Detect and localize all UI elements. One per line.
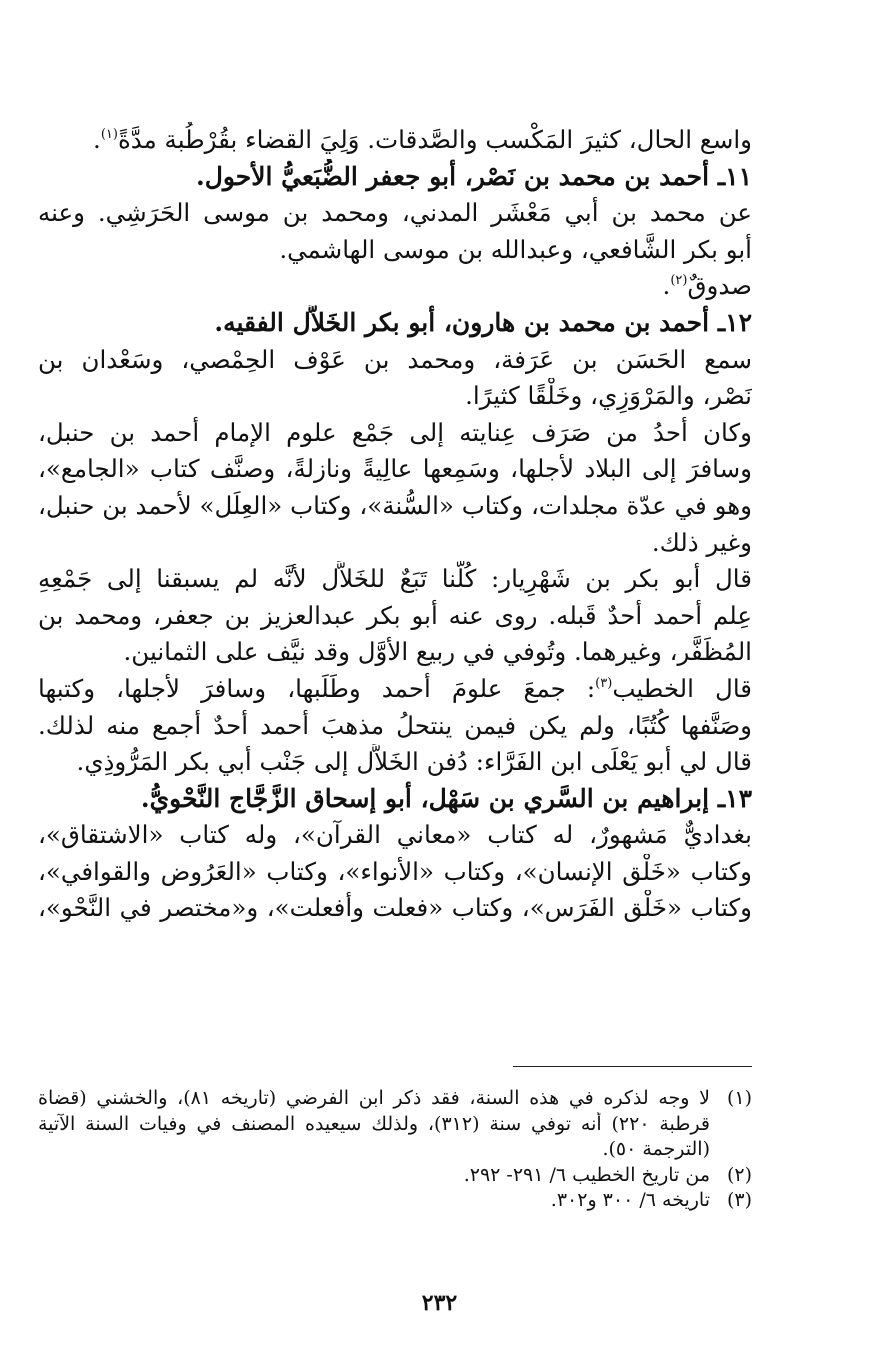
- footnote-mark: (٢): [726, 1163, 752, 1186]
- text-line-content: بغداديٌّ مَشهورٌ، له كتاب «معاني القرآن»، وله كتاب «الاشتقاق»،: [38, 820, 752, 850]
- text-line-continuation: : جمعَ علومَ أحمد وطَلَبها، وسافرَ لأجلها، وكتبها: [38, 673, 596, 703]
- footnote-body: [38, 1086, 710, 1163]
- footnote-line: لا وجه لذكره في هذه السنة، فقد ذكر ابن الفرضي (تاريخه ٨١)، والخشني (قضاة: [38, 1087, 710, 1109]
- footnote-reference[interactable]: (٣): [595, 675, 613, 691]
- text-line: [38, 232, 752, 269]
- text-line: [38, 451, 752, 488]
- footnote: [38, 1163, 752, 1189]
- text-line: [38, 854, 752, 891]
- footnote-mark: (١): [726, 1087, 752, 1109]
- text-line: [38, 488, 752, 525]
- footnote: [38, 1188, 752, 1214]
- text-line-content: نَصْر، والمَرْوَزِي، وخَلْقًا كثيرًا.: [465, 381, 752, 411]
- text-line: [38, 744, 752, 781]
- footnote-mark: (٣): [726, 1189, 752, 1211]
- entry-title: [38, 305, 752, 342]
- text-line-content: وكان أحدُ من صَرَف عِنايته إلى جَمْع علوم الإمام أحمد بن حنبل،: [38, 417, 752, 447]
- footnote-body: [38, 1188, 710, 1214]
- footnote-line: (الترجمة ٥٠).: [602, 1138, 710, 1160]
- footnote-reference[interactable]: (٢): [670, 273, 688, 289]
- text-line: [38, 634, 752, 671]
- text-line: [38, 561, 752, 598]
- entry-name: إبراهيم بن السَّري بن سَهْل، أبو إسحاق الزَّجَّاج النَّحْويُّ.: [140, 783, 710, 813]
- text-line-content: وكتاب «خَلْق الإنسان»، وكتاب «الأنواء»، وكتاب «العَرُوض والقوافي»،: [38, 856, 752, 886]
- page-number: ٢٣٢: [421, 1290, 458, 1316]
- text-line-continuation: .: [93, 125, 101, 154]
- text-line: [38, 268, 752, 305]
- text-line: [38, 708, 752, 745]
- text-line-content: وكتاب «خَلْق الفَرَس»، وكتاب «فعلت وأفعلت»، و«مختصر في النَّحْو»،: [38, 893, 752, 923]
- text-line-content: أبو بكر الشَّافعي، وعبدالله بن موسى الهاشمي.: [279, 234, 752, 264]
- text-line: [38, 671, 752, 708]
- text-line: [38, 415, 752, 452]
- text-line: [38, 122, 752, 159]
- text-line-content: وغير ذلك.: [651, 527, 752, 557]
- entry-title: [38, 781, 752, 818]
- entry-number: ١٢ـ: [717, 307, 752, 337]
- footnote-line: من تاريخ الخطيب ٦/ ٢٩١- ٢٩٢.: [463, 1163, 710, 1186]
- text-line-content: عن محمد بن أبي مَعْشَر المدني، ومحمد بن موسى الحَرَشِي. وعنه: [38, 198, 752, 228]
- text-line-content: قال أبو بكر بن شَهْرِيار: كُلُّنا تَبَعٌ للخَلاَّل لأنَّه لم يسبقنا إلى جَمْعِهِ: [38, 564, 752, 594]
- footnote-body: [38, 1163, 710, 1189]
- text-line-content: وصَنَّفها كُتُبًا، ولم يكن فيمن ينتحلُ مذهبَ أحمد أحدٌ أجمع منه لذلك.: [38, 710, 752, 740]
- text-line: [38, 378, 752, 415]
- text-line-content: عِلم أحمد أحدٌ قَبله. روى عنه أبو بكر عبدالعزيز بن جعفر، ومحمد بن: [38, 600, 752, 630]
- entry-name: أحمد بن محمد بن نَصْر، أبو جعفر الضُّبَعيُّ الأحول.: [196, 161, 710, 191]
- footnote-line: تاريخه ٦/ ٣٠٠ و٣٠٢.: [550, 1189, 710, 1211]
- entry-number: ١١ـ: [717, 161, 752, 191]
- main-text: [38, 122, 752, 927]
- text-line-content: قال الخطيب: [612, 673, 752, 703]
- text-line: [38, 342, 752, 379]
- entry-name: أحمد بن محمد بن هارون، أبو بكر الخَلاَّل الفقيه.: [214, 307, 710, 337]
- text-line-content: صدوقٌ: [687, 271, 752, 301]
- entry-title: [38, 159, 752, 196]
- text-line: [38, 817, 752, 854]
- text-line: [38, 598, 752, 635]
- footnote-separator: [513, 1066, 752, 1067]
- text-line-continuation: .: [662, 271, 671, 301]
- text-line-content: واسع الحال، كثيرَ المَكْسب والصَّدقات. وَلِيَ القضاء بقُرْطُبة مدَّةً: [117, 125, 752, 154]
- text-line-content: قال لي أبو يَعْلَى ابن الفَرَّاء: دُفن الخَلاَّل إلى جَنْب أبي بكر المَرُّوذِي.: [76, 747, 752, 777]
- footnote: [38, 1086, 752, 1163]
- text-line: [38, 525, 752, 562]
- footnote-reference[interactable]: (١): [100, 127, 118, 142]
- text-line: [38, 195, 752, 232]
- text-line: [38, 890, 752, 927]
- text-line-content: المُظَفَّر، وغيرهما. وتُوفي في ربيع الأوَّل وقد نيَّف على الثمانين.: [123, 637, 752, 667]
- text-line-content: وسافرَ إلى البلاد لأجلها، وسَمِعها عالِيةً ونازلةً، وصنَّف كتاب «الجامع»،: [38, 454, 752, 484]
- footnotes: [38, 1086, 752, 1214]
- text-line-content: سمع الحَسَن بن عَرَفة، ومحمد بن عَوْف الحِمْصي، وسَعْدان بن: [38, 344, 752, 374]
- footnote-line: قرطبة ٢٢٠) أنه توفي سنة (٣١٢)، ولذلك سيعيده المصنف في وفيات السنة الآتية: [38, 1112, 710, 1135]
- text-line-content: وهو في عدّة مجلدات، وكتاب «السُّنة»، وكتاب «العِلَل» لأحمد بن حنبل،: [38, 490, 752, 520]
- entry-number: ١٣ـ: [717, 783, 752, 813]
